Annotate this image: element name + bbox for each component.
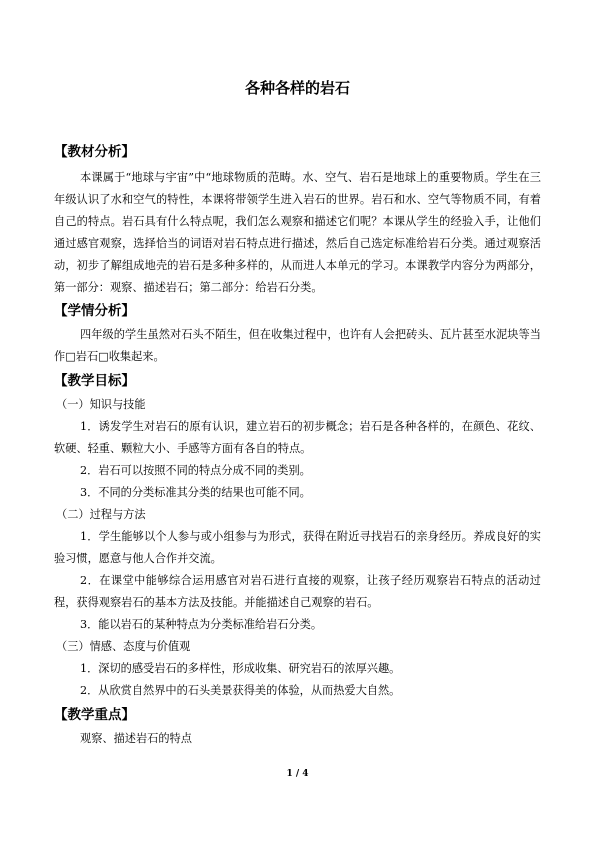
document-body xyxy=(54,141,541,750)
key-heading: 【教学重点】 xyxy=(54,707,135,723)
goal2-title: （二）过程与方法 xyxy=(56,508,146,521)
goal2-item: 1．学生能够以个人参与或小组参与为形式，获得在附近寻找岩石的亲身经历。养成良好的实验习惯，愿意与他人合作并交流。 xyxy=(54,530,541,565)
goal3-title: （三）情感、态度与价值观 xyxy=(56,640,191,653)
learner-paragraph: 四年级的学生虽然对石头不陌生，但在收集过程中，也许有人会把砖头、瓦片甚至水泥块等当作□岩石□收集起来。 xyxy=(54,328,541,363)
key-paragraph: 观察、描述岩石的特点 xyxy=(80,732,192,745)
goal1-title: （一）知识与技能 xyxy=(56,398,146,411)
analysis-paragraph: 本课属于“地球与宇宙”中“地球物质的范畴。水、空气、岩石是地球上的重要物质。学生在三年级认识了水和空气的特性，本课将带领学生进入岩石的世界。岩石和水、空气等物质不同，有着自己的特点。岩石具有什么特点呢，我们怎么观察和描述它们呢？本课从学生的经验入手，让他们通过感官观察，选择恰当的词语对岩石特点进行描述，然后自己选定标准给岩石分类。通过观察活动，初步了解组成地壳的岩石是多种多样的，从而进人本单元的学习。本课教学内容分为两部分，第一部分：观察、描述岩石；第二部分：给岩石分类。 xyxy=(54,171,541,294)
page-number: 1 / 4 xyxy=(286,769,309,779)
goal3-item: 2．从欣赏自然界中的石头美景获得美的体验，从而热爱大自然。 xyxy=(80,684,401,697)
goal1-item: 3．不同的分类标准其分类的结果也可能不同。 xyxy=(80,486,311,499)
goal2-item: 3．能以岩石的某种特点为分类标准给岩石分类。 xyxy=(80,618,323,631)
analysis-heading: 【教材分析】 xyxy=(54,144,135,160)
goal2-item: 2．在课堂中能够综合运用感官对岩石进行直接的观察，让孩子经历观察岩石特点的活动过程，获得观察岩石的基本方法及技能。并能描述自己观察的岩石。 xyxy=(54,574,541,609)
goal1-item: 1．诱发学生对岩石的原有认识，建立岩石的初步概念；岩石是各种各样的，在颜色、花纹、软硬、轻重、颗粒大小、手感等方面有各自的特点。 xyxy=(54,420,541,455)
goal1-item: 2．岩石可以按照不同的特点分成不同的类别。 xyxy=(80,464,311,477)
goal3-item: 1．深切的感受岩石的多样性，形成收集、研究岩石的浓厚兴趣。 xyxy=(80,662,401,675)
page-title: 各种各样的岩石 xyxy=(244,79,350,97)
learner-heading: 【学情分析】 xyxy=(54,303,135,319)
goals-heading: 【教学目标】 xyxy=(54,373,135,389)
